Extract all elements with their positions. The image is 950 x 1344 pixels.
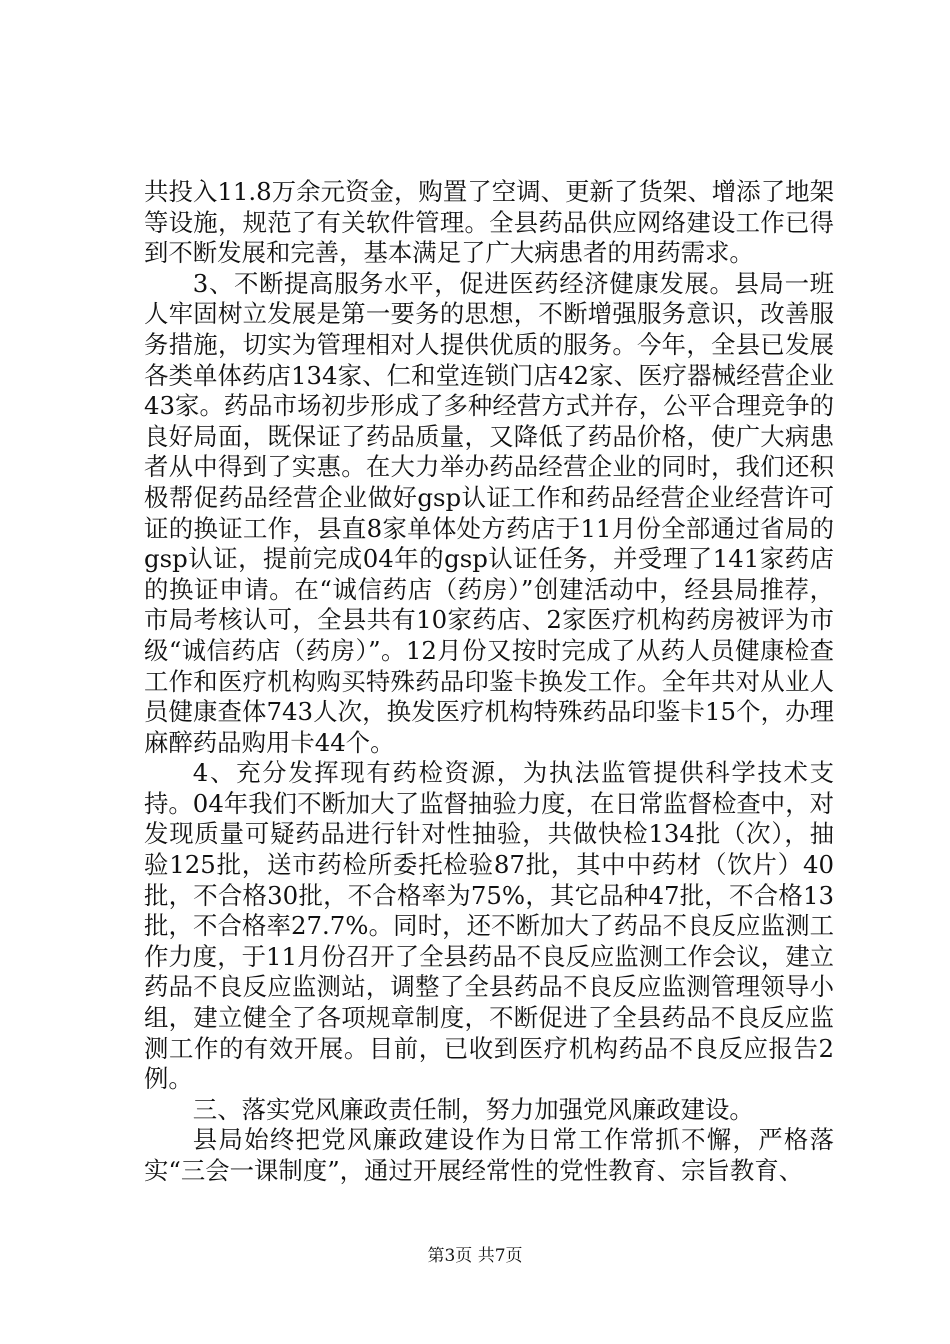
paragraph-drug-testing: 4、充分发挥现有药检资源，为执法监管提供科学技术支持。04年我们不断加大了监督抽验力度，在日常监督检查中，对发现质量可疑药品进行针对性抽验，共做快检134批（次），抽验125批，送市药检所委托检验87批，其中中药材（饮片）40批，不合格30批，不合格率为75%，其它品种47批，不合格13批，不合格率27.7%。同时，还不断加大了药品不良反应监测工作力度，于11月份召开了全县药品不良反应监测工作会议，建立药品不良反应监测站，调整了全县药品不良反应监测管理领导小组，建立健全了各项规章制度，不断促进了全县药品不良反应监测工作的有效开展。目前，已收到医疗机构药品不良反应报告2例。 bbox=[144, 758, 834, 1094]
section-heading-party-integrity: 三、落实党风廉政责任制，努力加强党风廉政建设。 bbox=[192, 1094, 754, 1124]
document-body bbox=[144, 177, 834, 1187]
page-footer bbox=[0, 1246, 950, 1266]
page-number: 第3页 共7页 bbox=[427, 1246, 523, 1266]
paragraph-party-integrity: 县局始终把党风廉政建设作为日常工作常抓不懈，严格落实“三会一课制度”，通过开展经常性的党性教育、宗旨教育、 bbox=[144, 1125, 834, 1185]
paragraph-service-level: 3、不断提高服务水平，促进医药经济健康发展。县局一班人牢固树立发展是第一要务的思想，不断增强服务意识，改善服务措施，切实为管理相对人提供优质的服务。今年，全县已发展各类单体药店134家、仁和堂连锁门店42家、医疗器械经营企业43家。药品市场初步形成了多种经营方式并存，公平合理竞争的良好局面，既保证了药品质量，又降低了药品价格，使广大病患者从中得到了实惠。在大力举办药品经营企业的同时，我们还积极帮促药品经营企业做好gsp认证工作和药品经营企业经营许可证的换证工作，县直8家单体处方药店于11月份全部通过省局的gsp认证，提前完成04年的gsp认证任务，并受理了141家药店的换证申请。在“诚信药店（药房）”创建活动中，经县局推荐，市局考核认可，全县共有10家药店、2家医疗机构药房被评为市级“诚信药店（药房）”。12月份又按时完成了从药人员健康检查工作和医疗机构购买特殊药品印鉴卡换发工作。全年共对从业人员健康查体743人次，换发医疗机构特殊药品印鉴卡15个，办理麻醉药品购用卡44个。 bbox=[144, 268, 834, 757]
paragraph-continuation: 共投入11.8万余元资金，购置了空调、更新了货架、增添了地架等设施，规范了有关软件管理。全县药品供应网络建设工作已得到不断发展和完善，基本满足了广大病患者的用药需求。 bbox=[144, 177, 834, 268]
